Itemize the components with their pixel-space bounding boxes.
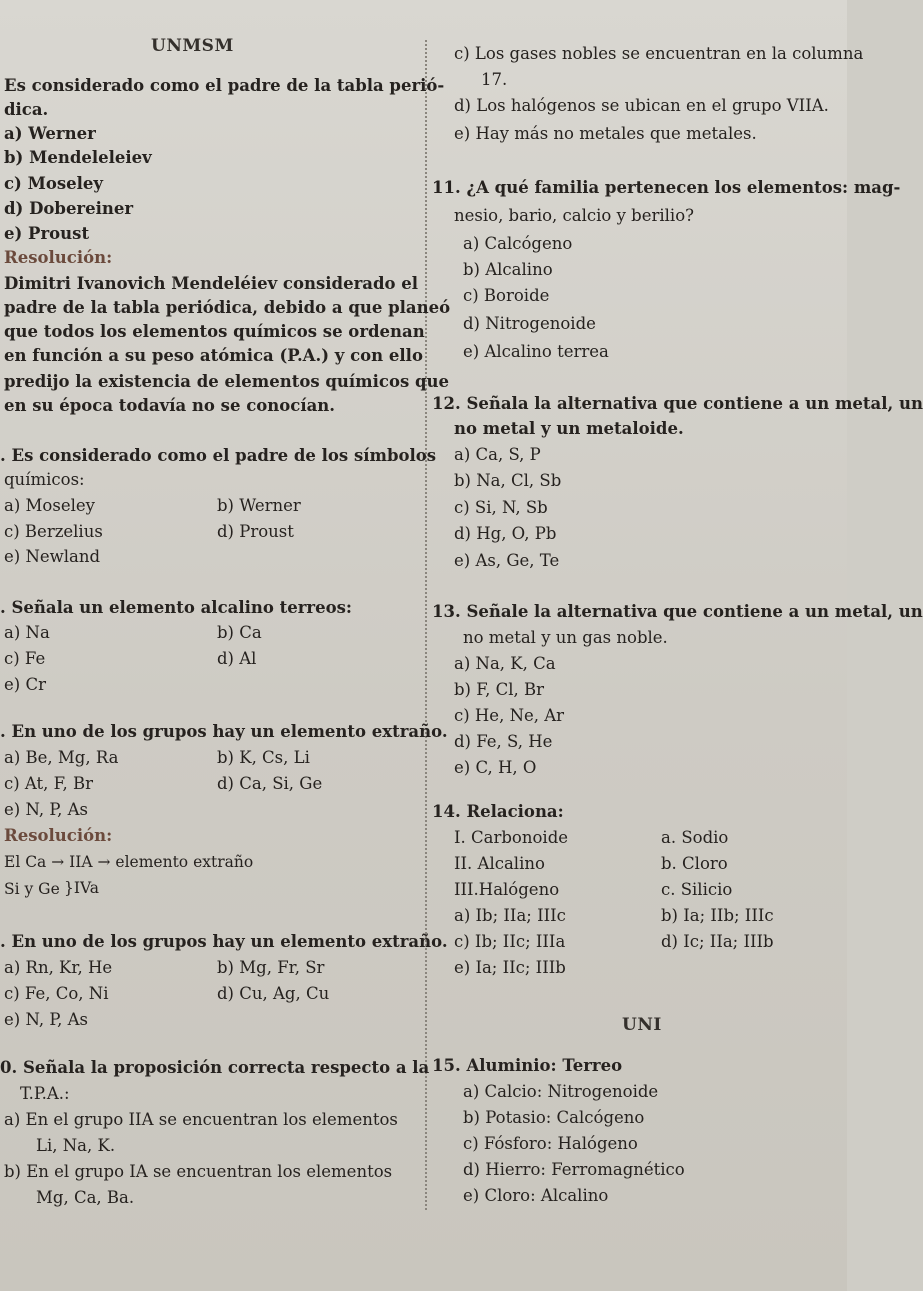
q7-option-e: e) Newland [4, 547, 101, 566]
q15-option-c: c) Fósforo: Halógeno [463, 1134, 638, 1153]
q7-option-b: b) Werner [217, 496, 301, 515]
q6-option-b: b) Mendeleleiev [4, 148, 152, 167]
q11-stem-line1: 11. ¿A qué familia pertenecen los elementos: mag- [432, 178, 901, 197]
q14-option-b: b) Ia; IIb; IIIc [661, 906, 774, 925]
q11l-stem-line2: T.P.A.: [20, 1084, 70, 1103]
q15-option-a: a) Calcio: Nitrogenoide [463, 1082, 659, 1101]
q11l-option-a-line1: a) En el grupo IIA se encuentran los elementos [4, 1110, 398, 1129]
q7-option-a: a) Moseley [4, 496, 95, 515]
q6-resolution-line4: en función a su peso atómica (P.A.) y con ello [4, 346, 423, 365]
q6-resolution-line2: padre de la tabla periódica, debido a que planeó [4, 298, 451, 317]
prev-option-d: d) Los halógenos se ubican en el grupo VIIA. [454, 96, 829, 115]
q10-option-b: b) Mg, Fr, Sr [217, 958, 325, 977]
column-divider [425, 40, 427, 1210]
q11-option-d: d) Nitrogenoide [463, 314, 596, 333]
q6-stem-line1: Es considerado como el padre de la tabla perió- [4, 76, 445, 95]
q8-stem: . Señala un elemento alcalino terreos: [0, 598, 352, 617]
q6-resolution-line3: que todos los elementos químicos se ordenan [4, 322, 425, 341]
q11l-option-b-line2: Mg, Ca, Ba. [36, 1188, 135, 1207]
q6-option-d: d) Dobereiner [4, 199, 134, 218]
prev-option-e: e) Hay más no metales que metales. [454, 124, 757, 143]
q11-stem-line2: nesio, bario, calcio y berilio? [454, 206, 694, 225]
q14-row-2: II. Alcalino [454, 854, 545, 873]
q14-option-e: e) Ia; IIc; IIIb [454, 958, 566, 977]
q12-stem-line2: no metal y un metaloide. [454, 419, 684, 438]
q9-option-b: b) K, Cs, Li [217, 748, 310, 767]
q8-option-d: d) Al [217, 649, 257, 668]
q13-stem-line1: 13. Señale la alternativa que contiene a un metal, un [432, 602, 923, 621]
q14-stem: 14. Relaciona: [432, 802, 564, 821]
q11l-stem-line1: 0. Señala la proposición correcta respecto a la [0, 1058, 430, 1077]
q10-option-d: d) Cu, Ag, Cu [217, 984, 330, 1003]
q14-option-c: c) Ib; IIc; IIIa [454, 932, 566, 951]
q12-option-c: c) Si, N, Sb [454, 498, 548, 517]
q6-resolution-line5: predijo la existencia de elementos químicos que [4, 372, 450, 391]
q9-option-c: c) At, F, Br [4, 774, 94, 793]
q6-resolution-label: Resolución: [4, 248, 113, 267]
q14-match-2: b. Cloro [661, 854, 728, 873]
q11-option-c: c) Boroide [463, 286, 550, 305]
q10-stem: . En uno de los grupos hay un elemento extraño. [0, 932, 448, 951]
q7-option-d: d) Proust [217, 522, 294, 541]
q8-option-e: e) Cr [4, 675, 46, 694]
q9-resolution-line1: El Ca → IIA → elemento extraño [4, 853, 254, 871]
q10-option-e: e) N, P, As [4, 1010, 88, 1029]
prev-option-c-line2: 17. [481, 70, 508, 89]
q14-option-d: d) Ic; IIa; IIIb [661, 932, 774, 951]
q9-resolution-line2a: Si y Ge [4, 880, 60, 898]
q13-option-c: c) He, Ne, Ar [454, 706, 565, 725]
q6-option-c: c) Moseley [4, 174, 104, 193]
q9-option-e: e) N, P, As [4, 800, 88, 819]
exam-header-unmsm: UNMSM [151, 36, 234, 56]
q12-option-e: e) As, Ge, Te [454, 551, 560, 570]
q7-stem-line2: químicos: [4, 470, 85, 489]
q14-row-1: I. Carbonoide [454, 828, 569, 847]
q11-option-b: b) Alcalino [463, 260, 553, 279]
q9-option-d: d) Ca, Si, Ge [217, 774, 323, 793]
q14-match-3: c. Silicio [661, 880, 733, 899]
q6-resolution-line6: en su época todavía no se conocían. [4, 396, 336, 415]
q8-option-c: c) Fe [4, 649, 46, 668]
q11l-option-a-line2: Li, Na, K. [36, 1136, 116, 1155]
q15-option-e: e) Cloro: Alcalino [463, 1186, 609, 1205]
q6-stem-line2: dica. [4, 100, 49, 119]
q13-option-e: e) C, H, O [454, 758, 537, 777]
q14-match-1: a. Sodio [661, 828, 729, 847]
q10-option-c: c) Fe, Co, Ni [4, 984, 109, 1003]
q13-option-d: d) Fe, S, He [454, 732, 553, 751]
q12-stem-line1: 12. Señala la alternativa que contiene a un metal, un [432, 394, 923, 413]
exam-header-uni: UNI [622, 1015, 662, 1035]
q12-option-b: b) Na, Cl, Sb [454, 471, 562, 490]
q14-option-a: a) Ib; IIa; IIIc [454, 906, 566, 925]
q9-resolution-line2b: }IVa [64, 879, 99, 897]
q13-option-b: b) F, Cl, Br [454, 680, 545, 699]
prev-option-c-line1: c) Los gases nobles se encuentran en la columna [454, 44, 864, 63]
q6-option-a: a) Werner [4, 124, 96, 143]
q8-option-a: a) Na [4, 623, 50, 642]
q7-option-c: c) Berzelius [4, 522, 103, 541]
q9-option-a: a) Be, Mg, Ra [4, 748, 119, 767]
q13-option-a: a) Na, K, Ca [454, 654, 556, 673]
q15-stem: 15. Aluminio: Terreo [432, 1056, 623, 1075]
q15-option-b: b) Potasio: Calcógeno [463, 1108, 645, 1127]
q9-resolution-label: Resolución: [4, 826, 113, 845]
q6-resolution-line1: Dimitri Ivanovich Mendeléiev considerado el [4, 274, 419, 293]
q8-option-b: b) Ca [217, 623, 262, 642]
q11-option-a: a) Calcógeno [463, 234, 573, 253]
q12-option-a: a) Ca, S, P [454, 445, 541, 464]
q10-option-a: a) Rn, Kr, He [4, 958, 113, 977]
q11-option-e: e) Alcalino terrea [463, 342, 609, 361]
q9-stem: . En uno de los grupos hay un elemento extraño. [0, 722, 448, 741]
q6-option-e: e) Proust [4, 224, 90, 243]
q13-stem-line2: no metal y un gas noble. [463, 628, 668, 647]
q7-stem-line1: . Es considerado como el padre de los símbolos [0, 446, 437, 465]
q11l-option-b-line1: b) En el grupo IA se encuentran los elementos [4, 1162, 393, 1181]
q15-option-d: d) Hierro: Ferromagnético [463, 1160, 685, 1179]
q12-option-d: d) Hg, O, Pb [454, 524, 557, 543]
q14-row-3: III.Halógeno [454, 880, 560, 899]
